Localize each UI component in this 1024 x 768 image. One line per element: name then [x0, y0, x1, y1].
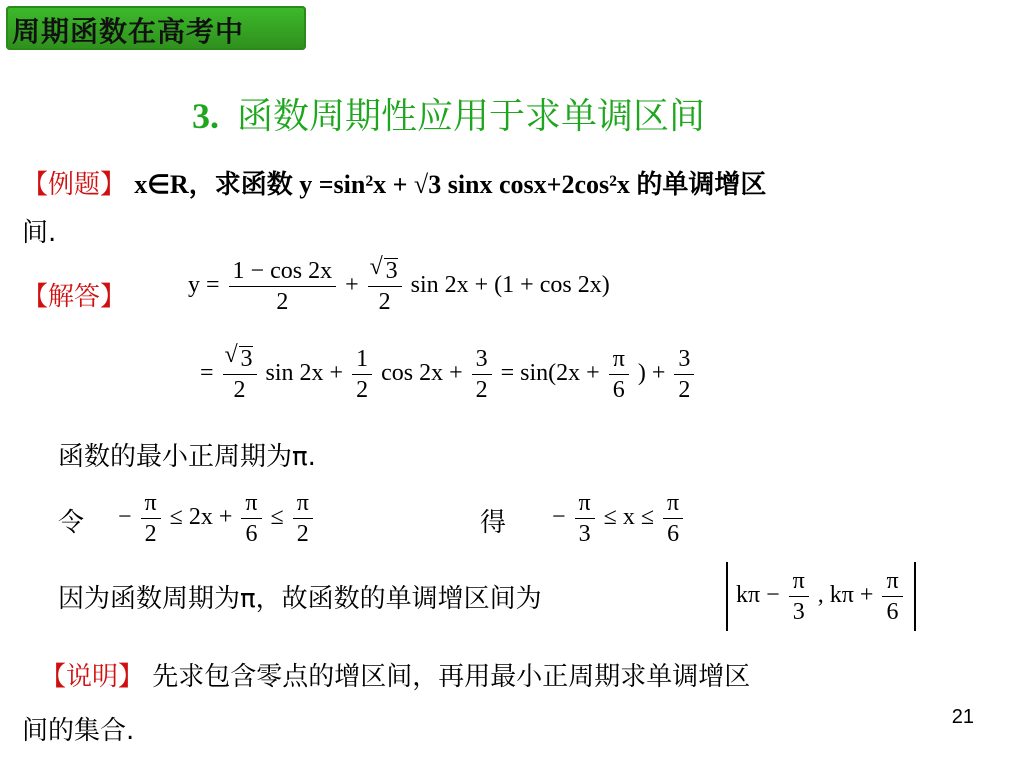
note-tag: 【说明】	[40, 662, 145, 692]
conclusion-line: 因为函数周期为π，故函数的单调增区间为	[58, 584, 542, 614]
equation-1: y = $\frac{1 - \cos 2x}{2}$ + √ $\frac{3}{2}$ sin 2x + (1 + cos 2x)	[188, 256, 610, 317]
badge-title: 周期函数在高考中	[12, 15, 245, 48]
heading-text: 函数周期性应用于求单调区间	[237, 96, 706, 137]
eq1-fraction-2: √ $\frac{3}{2}$	[368, 256, 402, 317]
example-line-2	[22, 212, 56, 249]
get-label: 得	[480, 508, 507, 538]
note-line-1: 【说明】 先求包含零点的增区间，再用最小正周期求单调增区	[40, 662, 751, 692]
let-label: 令	[58, 508, 85, 538]
note-line-2: 间的集合.	[22, 716, 135, 746]
heading-number: 3.	[192, 96, 219, 136]
example-text-2: 间.	[22, 218, 57, 248]
slide-heading	[192, 88, 705, 139]
example-line-1	[22, 164, 766, 201]
page-number: 21	[951, 706, 974, 728]
interval: kπ − $\frac{\pi}{3}$ , kπ + $\frac{\pi}{6}$	[726, 562, 916, 631]
section-badge	[6, 6, 306, 50]
example-text-1: x∈R，求函数 y =sin²x + √3 sinx cosx+2cos²x 的单调增区	[134, 170, 767, 199]
eq1-tail: sin 2x + (1 + cos 2x)	[410, 272, 610, 299]
equation-2: = √ $\frac{3}{2}$ sin 2x + $\frac{1}{2}$ cos 2x + $\frac{3}{2}$ = sin(2x + $\frac{\pi}{6}$ ) + $\frac{3}{2}$	[200, 344, 697, 405]
solution-tag-line	[22, 276, 126, 313]
example-tag: 【例题】	[22, 170, 127, 200]
eq1-fraction-1: $\frac{1 - \cos 2x}{2}$	[229, 256, 337, 317]
solution-tag: 【解答】	[22, 282, 127, 312]
eq1-lhs: y =	[188, 272, 220, 299]
period-line: 函数的最小正周期为π.	[58, 442, 316, 472]
inequality: − $\frac{\pi}{2}$ ≤ 2x + $\frac{\pi}{6}$ ≤ $\frac{\pi}{2}$	[118, 488, 316, 549]
result-inequality: − $\frac{\pi}{3}$ ≤ x ≤ $\frac{\pi}{6}$	[552, 488, 686, 549]
